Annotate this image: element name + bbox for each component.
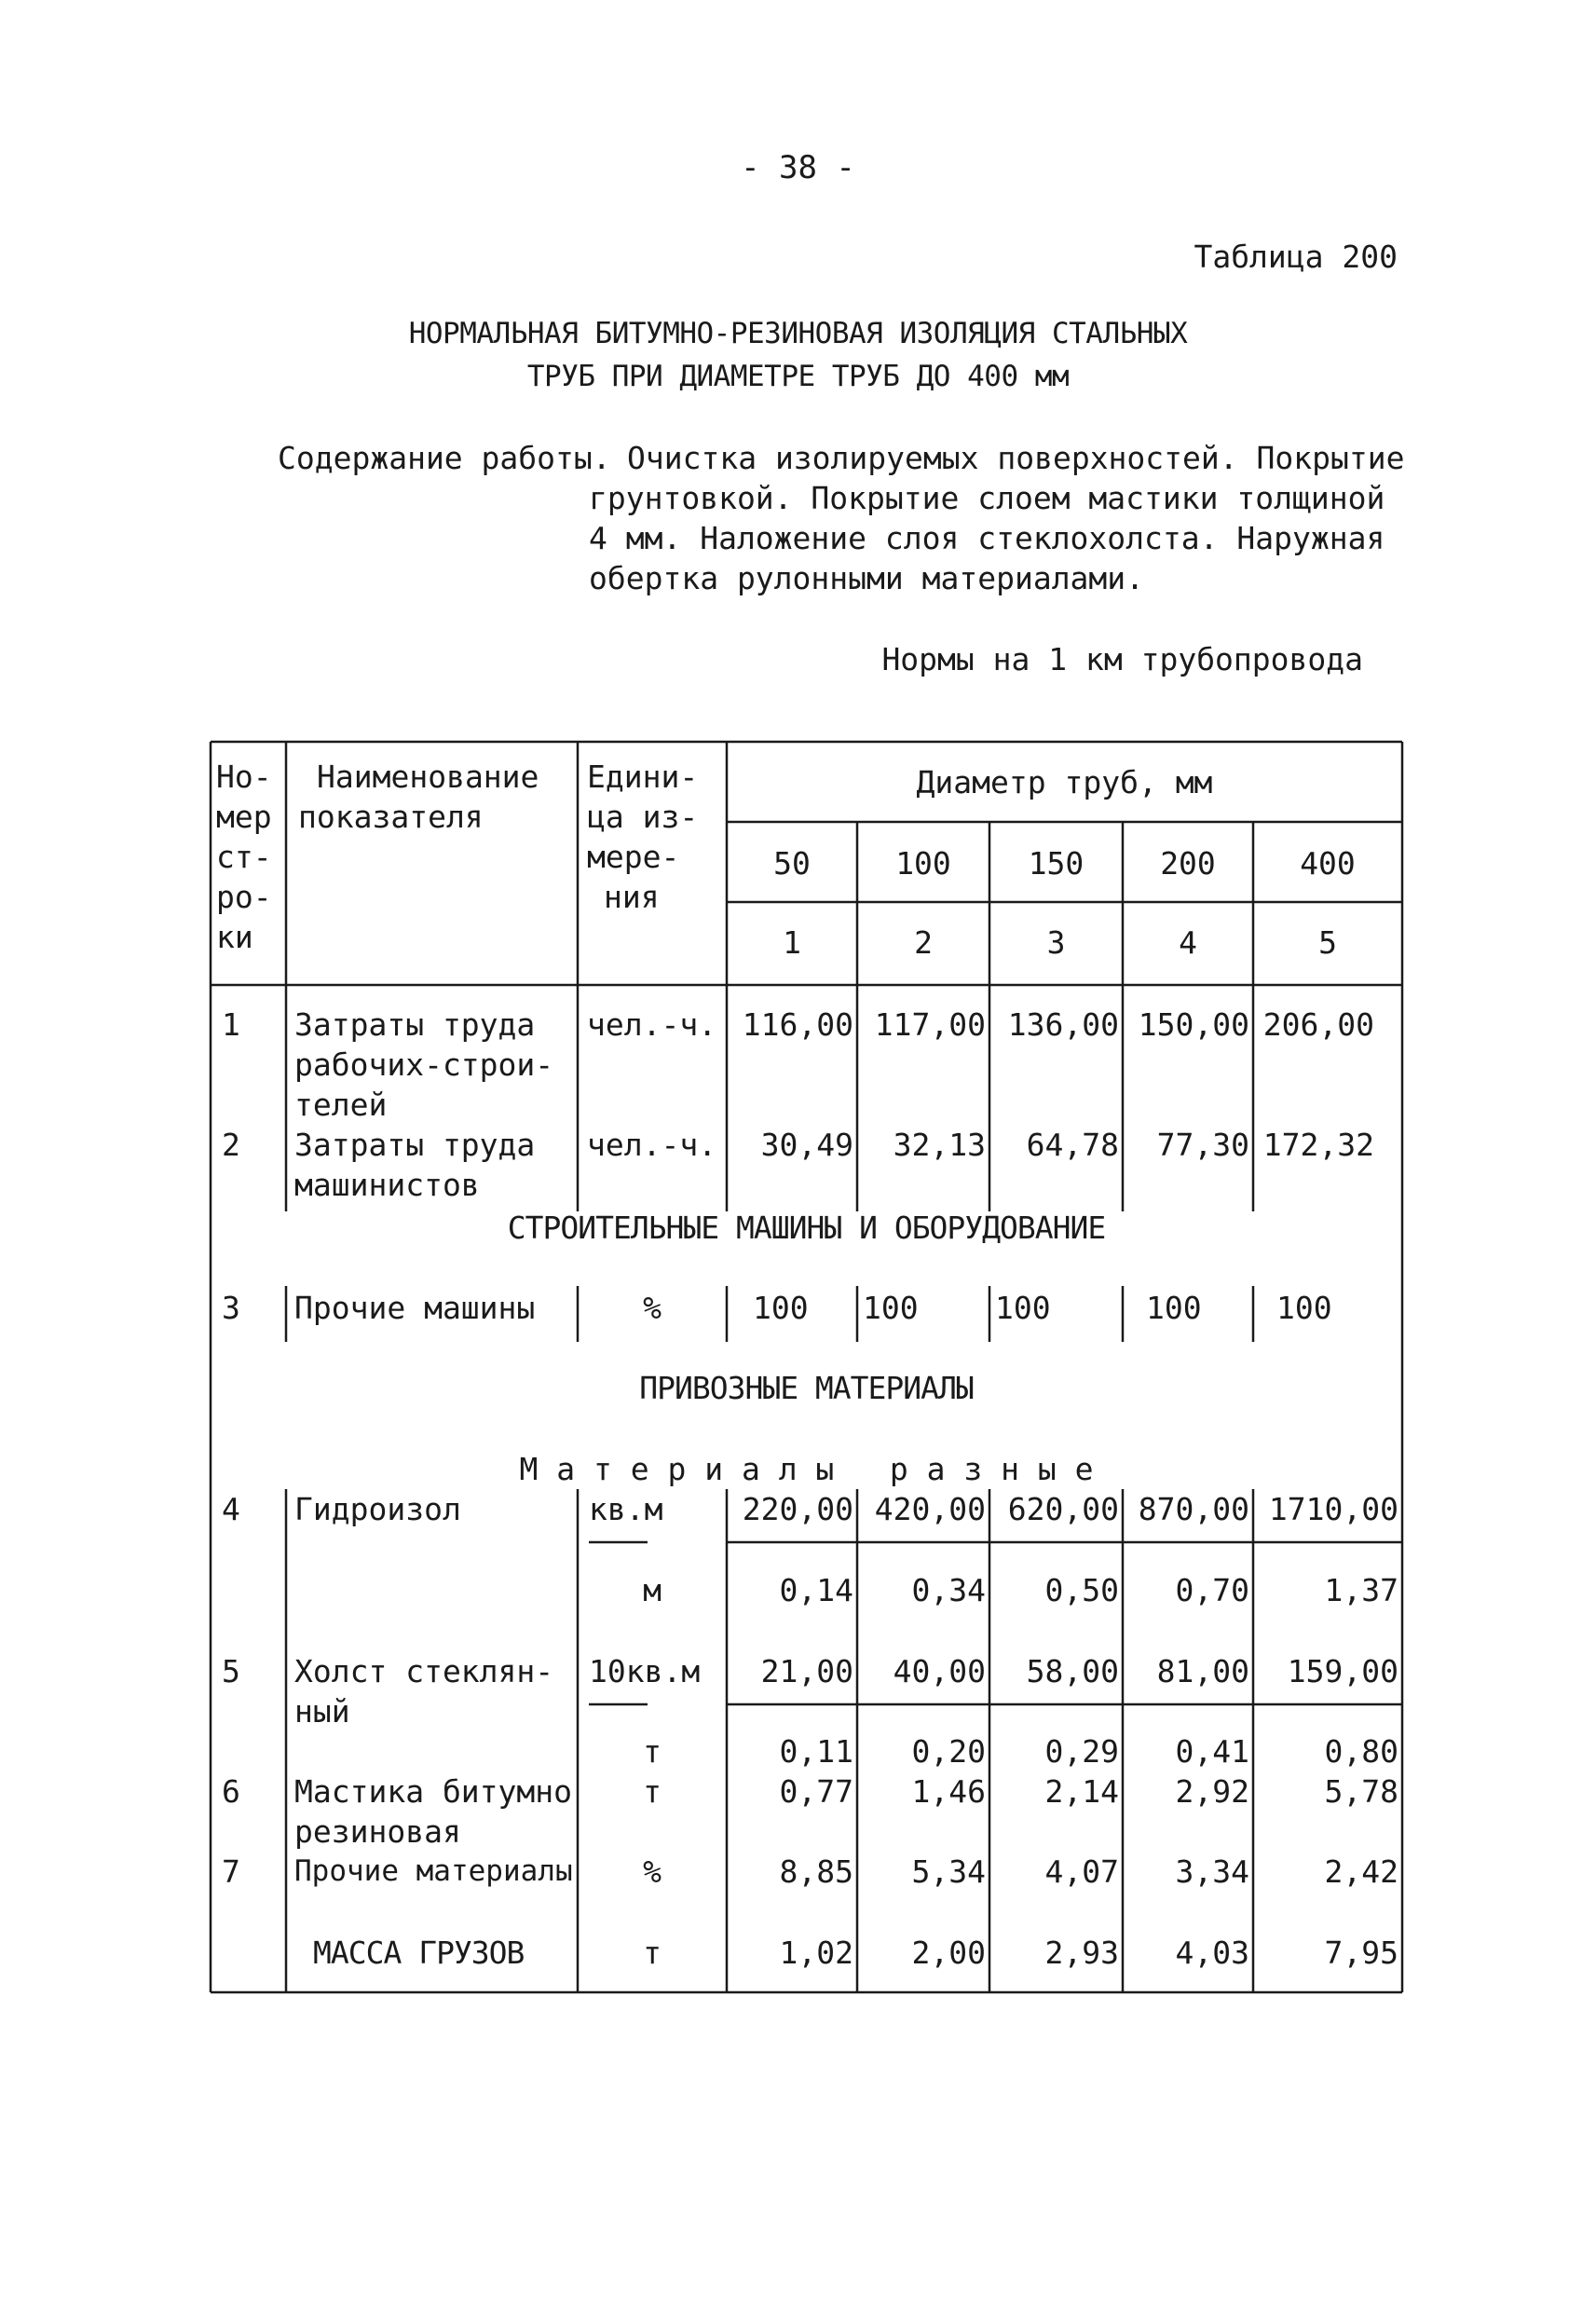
row-1-name-1: Затраты труда [294, 1006, 536, 1043]
header-unit-2: ца из- [587, 799, 699, 835]
mass-value-200: 4,03 [1175, 1935, 1249, 1971]
mass-value-150: 2,93 [1044, 1935, 1119, 1971]
row-5-name-1: Холст стеклян- [294, 1653, 554, 1689]
row-6-value-100: 1,46 [911, 1773, 986, 1810]
header-col-number-1: 1 [783, 924, 801, 961]
header-row-no-4: ро- [216, 879, 272, 915]
header-diameter-50: 50 [773, 845, 811, 882]
row-4b-value-200: 0,70 [1175, 1572, 1249, 1608]
header-col-number-3: 3 [1046, 924, 1066, 961]
row-2-number: 2 [222, 1127, 240, 1163]
header-row-no-1: Но- [216, 759, 272, 795]
header-col-number-4: 4 [1179, 924, 1197, 961]
row-5-value-100: 40,00 [893, 1653, 986, 1689]
row-1-unit: чел.-ч. [587, 1006, 717, 1043]
row-4b-value-50: 0,14 [779, 1572, 853, 1608]
row-6-value-400: 5,78 [1324, 1773, 1398, 1810]
row-4-value-50: 220,00 [742, 1491, 853, 1527]
row-1-value-100: 117,00 [874, 1006, 986, 1043]
table-label: Таблица 200 [1194, 239, 1398, 275]
row-5-unit: 10кв.м [589, 1653, 701, 1689]
row-3-value-100: 100 [863, 1290, 919, 1326]
header-col-number-5: 5 [1318, 924, 1337, 961]
row-1-value-200: 150,00 [1138, 1006, 1249, 1043]
content-line-1: Очистка изолируемых поверхностей. Покрытие [627, 440, 1405, 476]
header-row-no-5: ки [216, 919, 253, 955]
row-2-value-50: 30,49 [760, 1127, 853, 1163]
row-1-number: 1 [222, 1006, 240, 1043]
row-6-unit: т [643, 1773, 662, 1810]
row-5b-value-100: 0,20 [911, 1733, 986, 1770]
mass-value-50: 1,02 [779, 1935, 853, 1971]
header-col-number-2: 2 [914, 924, 933, 961]
row-3-value-400: 100 [1276, 1290, 1332, 1326]
row-6-name-1: Мастика битумно [294, 1773, 573, 1810]
row-5-number: 5 [222, 1653, 240, 1689]
row-5-value-200: 81,00 [1156, 1653, 1249, 1689]
row-7-name: Прочие материалы [294, 1854, 573, 1888]
row-1-value-400: 206,00 [1262, 1006, 1374, 1043]
row-5b-unit: т [643, 1733, 662, 1770]
header-unit-1: Едини- [587, 759, 699, 795]
row-6-value-150: 2,14 [1044, 1773, 1119, 1810]
row-4-unit: кв.м [589, 1491, 663, 1527]
row-4-value-200: 870,00 [1138, 1491, 1249, 1527]
row-6-number: 6 [222, 1773, 240, 1810]
header-name-2: показателя [298, 799, 484, 835]
row-2-unit: чел.-ч. [587, 1127, 717, 1163]
row-1-value-50: 116,00 [742, 1006, 853, 1043]
row-4-value-100: 420,00 [874, 1491, 986, 1527]
row-2-value-150: 64,78 [1026, 1127, 1119, 1163]
row-7-value-50: 8,85 [779, 1853, 853, 1890]
row-3-value-150: 100 [995, 1290, 1051, 1326]
row-4-name: Гидроизол [294, 1491, 461, 1527]
row-7-number: 7 [222, 1853, 240, 1890]
row-2-name-1: Затраты труда [294, 1127, 536, 1163]
row-3-unit: % [643, 1290, 662, 1326]
section-construction-machines: СТРОИТЕЛЬНЫЕ МАШИНЫ И ОБОРУДОВАНИЕ [507, 1210, 1106, 1246]
row-3-value-50: 100 [753, 1290, 809, 1326]
header-diameter-150: 150 [1028, 845, 1084, 882]
row-7-value-150: 4,07 [1044, 1853, 1119, 1890]
row-7-unit: % [643, 1853, 662, 1890]
header-row-no-2: мер [216, 799, 272, 835]
row-4b-value-100: 0,34 [911, 1572, 986, 1608]
row-5-value-50: 21,00 [760, 1653, 853, 1689]
content-line-3: 4 мм. Наложение слоя стеклохолста. Наружная [589, 520, 1385, 556]
mass-value-100: 2,00 [911, 1935, 986, 1971]
content-line-2: грунтовкой. Покрытие слоем мастики толщиной [589, 480, 1385, 516]
row-7-value-200: 3,34 [1175, 1853, 1249, 1890]
row-5b-value-150: 0,29 [1044, 1733, 1119, 1770]
row-6-name-2: резиновая [294, 1813, 461, 1850]
row-1-name-3: телей [294, 1087, 388, 1123]
row-3-number: 3 [222, 1290, 240, 1326]
header-diameter-200: 200 [1160, 845, 1216, 882]
header-name-1: Наименование [317, 759, 539, 795]
row-4-value-150: 620,00 [1007, 1491, 1119, 1527]
row-5-name-2: ный [294, 1693, 350, 1730]
row-2-value-100: 32,13 [893, 1127, 986, 1163]
row-1-value-150: 136,00 [1007, 1006, 1119, 1043]
row-4b-unit: м [643, 1572, 662, 1608]
page-number: - 38 - [741, 149, 855, 186]
row-5-value-400: 159,00 [1287, 1653, 1398, 1689]
norms-caption: Нормы на 1 км трубопровода [881, 641, 1363, 677]
row-6-value-200: 2,92 [1175, 1773, 1249, 1810]
mass-unit: т [643, 1935, 662, 1971]
row-4b-value-400: 1,37 [1324, 1572, 1398, 1608]
row-7-value-100: 5,34 [911, 1853, 986, 1890]
row-2-value-200: 77,30 [1156, 1127, 1249, 1163]
row-5b-value-200: 0,41 [1175, 1733, 1249, 1770]
content-line-4: обертка рулонными материалами. [589, 560, 1145, 596]
header-diameter: Диаметр труб, мм [916, 764, 1213, 800]
row-5-value-150: 58,00 [1026, 1653, 1119, 1689]
row-6-value-50: 0,77 [779, 1773, 853, 1810]
header-row-no-3: ст- [216, 839, 272, 875]
mass-name: МАССА ГРУЗОВ [313, 1935, 525, 1971]
title-line-2: ТРУБ ПРИ ДИАМЕТРЕ ТРУБ ДО 400 мм [526, 360, 1070, 393]
row-2-value-400: 172,32 [1262, 1127, 1374, 1163]
content-label: Содержание работы. [278, 440, 611, 476]
row-1-name-2: рабочих-строи- [294, 1046, 554, 1083]
row-2-name-2: машинистов [294, 1167, 480, 1203]
section-delivered-materials: ПРИВОЗНЫЕ МАТЕРИАЛЫ [639, 1370, 974, 1406]
subsection-various-materials: М а т е р и а л ы р а з н ы е [519, 1451, 1094, 1487]
row-7-value-400: 2,42 [1324, 1853, 1398, 1890]
row-3-value-200: 100 [1146, 1290, 1202, 1326]
row-4b-value-150: 0,50 [1044, 1572, 1119, 1608]
header-diameter-100: 100 [895, 845, 951, 882]
row-4-value-400: 1710,00 [1268, 1491, 1398, 1527]
header-unit-4: ния [604, 879, 660, 915]
row-3-name: Прочие машины [294, 1290, 536, 1326]
row-5b-value-50: 0,11 [779, 1733, 853, 1770]
header-unit-3: мере- [587, 839, 680, 875]
row-4-number: 4 [222, 1491, 240, 1527]
title-line-1: НОРМАЛЬНАЯ БИТУМНО-РЕЗИНОВАЯ ИЗОЛЯЦИЯ СТАЛЬНЫХ [408, 317, 1188, 350]
row-5b-value-400: 0,80 [1324, 1733, 1398, 1770]
mass-value-400: 7,95 [1324, 1935, 1398, 1971]
header-diameter-400: 400 [1300, 845, 1356, 882]
